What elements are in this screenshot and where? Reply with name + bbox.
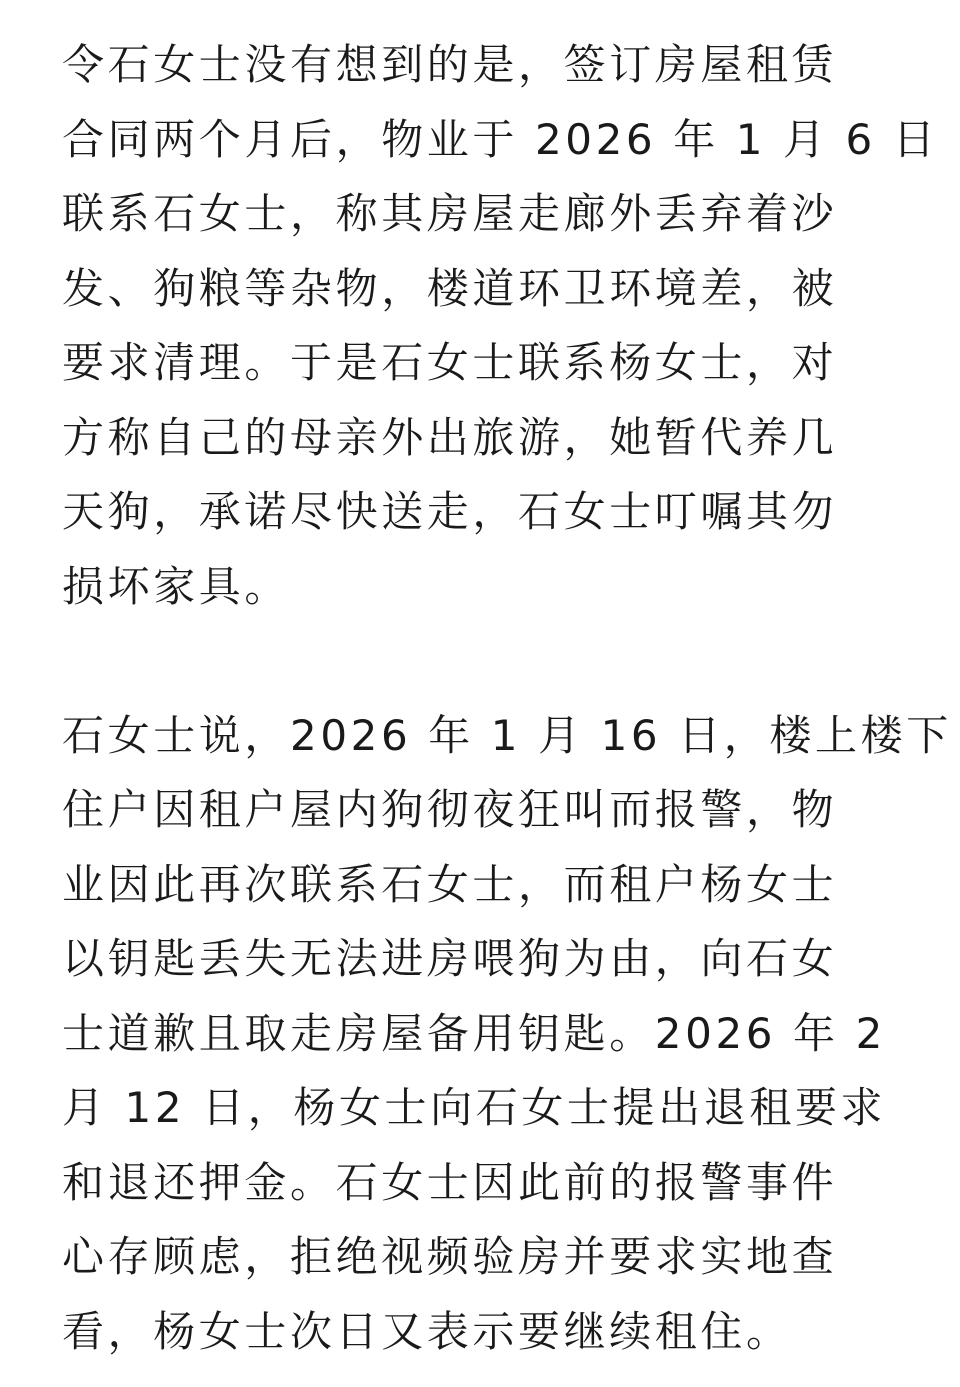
text-line: 要求清理。于是石女士联系杨女士，对	[62, 338, 838, 387]
text-line: 合同两个月后，物业于 2026 年 1 月 6 日	[62, 114, 939, 164]
text-line: 天狗，承诺尽快送走，石女士叮嘱其勿	[62, 487, 838, 536]
text-line: 以钥匙丢失无法进房喂狗为由，向石女	[62, 934, 838, 983]
paragraph-spacer	[62, 624, 898, 699]
text-line: 月 12 日，杨女士向石女士提出退租要求	[62, 1083, 887, 1132]
text-line: 方称自己的母亲外出旅游，她暂代养几	[62, 412, 838, 462]
paragraph-1	[62, 28, 939, 624]
text-line: 看，杨女士次日又表示要继续租住。	[62, 1306, 792, 1356]
text-line: 石女士说，2026 年 1 月 16 日，楼上楼下	[62, 710, 952, 760]
text-line: 损坏家具。	[62, 561, 291, 611]
text-line: 联系石女士，称其房屋走廊外丢弃着沙	[62, 189, 838, 238]
text-line: 发、狗粮等杂物，楼道环卫环境差，被	[62, 263, 838, 313]
text-line: 令石女士没有想到的是，签订房屋租赁	[62, 40, 838, 89]
text-line: 住户因租户屋内狗彻夜狂叫而报警，物	[62, 785, 838, 834]
text-line: 士道歉且取走房屋备用钥匙。2026 年 2	[62, 1008, 886, 1058]
paragraph-2	[62, 699, 952, 1370]
text-line: 业因此再次联系石女士，而租户杨女士	[62, 859, 838, 909]
text-line: 心存顾虑，拒绝视频验房并要求实地查	[62, 1232, 838, 1281]
text-line: 和退还押金。石女士因此前的报警事件	[62, 1157, 838, 1207]
